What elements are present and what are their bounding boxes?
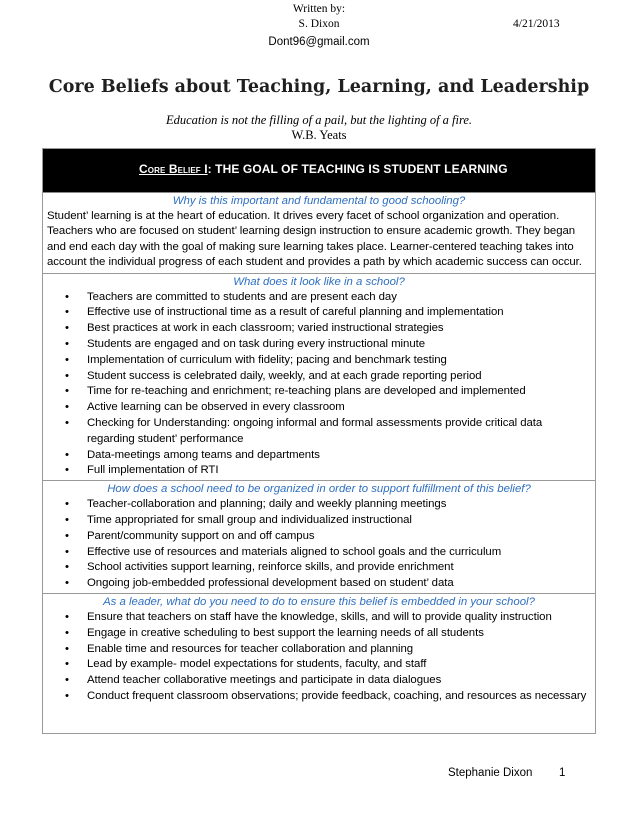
list-item-text: Effective use of resources and materials aligned to school goals and the curriculum <box>87 545 502 558</box>
bullet-icon: • <box>65 658 69 671</box>
paragraph-line: Teachers who are focused on student’ learning design instruction to ensure academic growth. They began <box>47 225 576 238</box>
list-item <box>45 369 593 385</box>
bullet-icon: • <box>65 385 69 398</box>
bullet-list <box>45 610 593 706</box>
list-item <box>45 545 593 561</box>
list-item-text: Time for re-teaching and enrichment; re-teaching plans are developed and implemented <box>87 385 526 398</box>
list-item <box>45 673 593 689</box>
bullet-icon: • <box>65 401 69 414</box>
list-item-text: Checking for Understanding: ongoing informal and formal assessments provide critical data <box>87 417 543 429</box>
list-item <box>45 321 593 337</box>
section-3 <box>43 481 595 594</box>
list-item-text: Engage in creative scheduling to best support the learning needs of all students <box>87 626 484 639</box>
bullet-icon: • <box>65 369 69 382</box>
list-item-text: Ongoing job-embedded professional development based on student’ data <box>87 577 454 590</box>
document-date: 4/21/2013 <box>513 18 560 30</box>
section-question: How does a school need to be organized in order to support fulfillment of this belief? <box>107 483 531 496</box>
bullet-icon: • <box>65 610 69 623</box>
bullet-icon: • <box>65 545 69 558</box>
list-item-text: Full implementation of RTI <box>87 464 219 477</box>
list-item-text: Active learning can be observed in every classroom <box>87 401 345 414</box>
belief-label: Core Belief I <box>139 162 208 176</box>
author-email: Dont96@gmail.com <box>268 36 370 48</box>
list-item <box>45 337 593 353</box>
list-item <box>45 305 593 321</box>
list-item <box>45 448 593 464</box>
list-item <box>45 610 593 626</box>
section-question: What does it look like in a school? <box>233 275 405 288</box>
list-item-text: Conduct frequent classroom observations; provide feedback, coaching, and resources as necessary <box>87 689 587 702</box>
list-item-text: Time appropriated for small group and individualized instructional <box>87 513 412 526</box>
list-item-text: Enable time and resources for teacher collaboration and planning <box>87 642 414 655</box>
list-item-text: Best practices at work in each classroom; varied instructional strategies <box>87 322 444 335</box>
list-item <box>45 576 593 592</box>
list-item-text: Lead by example- model expectations for students, faculty, and staff <box>87 658 427 671</box>
list-item-text: Attend teacher collaborative meetings and participate in data dialogues <box>87 674 442 687</box>
written-by-label: Written by: <box>292 3 346 15</box>
section-2 <box>43 274 595 482</box>
bullet-icon: • <box>65 306 69 319</box>
belief-table <box>42 148 596 734</box>
quote-attribution: W.B. Yeats <box>291 128 347 142</box>
page-title: Core Beliefs about Teaching, Learning, and Leadership <box>48 77 590 97</box>
list-item-text: Teachers are committed to students and are present each day <box>87 290 397 303</box>
section-paragraph <box>45 209 593 273</box>
bullet-icon: • <box>65 322 69 335</box>
list-item <box>45 560 593 576</box>
section-question: Why is this important and fundamental to good schooling? <box>172 195 466 207</box>
bullet-icon: • <box>65 513 69 526</box>
quote-text: Education is not the filling of a pail, but the lighting of a fire. <box>165 113 473 127</box>
section-4 <box>43 594 595 706</box>
list-item-text: Effective use of instructional time as a result of careful planning and implementation <box>87 306 504 319</box>
list-item <box>45 416 593 448</box>
paragraph-line: account the individual progress of each student and provides a path by which academic success can occur. <box>47 256 582 269</box>
list-item-text: School activities support learning, reinforce skills, and provide enrichment <box>87 561 454 574</box>
list-item <box>45 529 593 545</box>
bullet-icon: • <box>65 626 69 639</box>
list-item <box>45 689 593 705</box>
bullet-icon: • <box>65 448 69 461</box>
author-name: S. Dixon <box>298 18 340 30</box>
paragraph-line: Student’ learning is at the heart of education. It drives every facet of school organization and operation. <box>47 210 560 222</box>
bullet-icon: • <box>65 417 69 429</box>
list-item <box>45 657 593 673</box>
bullet-icon: • <box>65 689 69 702</box>
list-item <box>45 400 593 416</box>
bullet-icon: • <box>65 674 69 687</box>
bullet-icon: • <box>65 577 69 590</box>
bullet-icon: • <box>65 498 69 511</box>
belief-sections <box>43 193 595 706</box>
list-item-text: Implementation of curriculum with fidelity; pacing and benchmark testing <box>87 353 447 366</box>
bullet-icon: • <box>65 529 69 542</box>
list-item-text: regarding student’ performance <box>87 432 244 445</box>
bullet-icon: • <box>65 561 69 574</box>
bullet-icon: • <box>65 353 69 366</box>
belief-heading <box>139 162 508 176</box>
list-item-text: Students are engaged and on task during every instructional minute <box>87 338 426 351</box>
bullet-icon: • <box>65 642 69 655</box>
bullet-icon: • <box>65 338 69 351</box>
bullet-list <box>45 290 593 481</box>
page-number: 1 <box>559 767 566 779</box>
list-item-text: Student success is celebrated daily, weekly, and at each grade reporting period <box>87 369 482 382</box>
list-item-text: Ensure that teachers on staff have the knowledge, skills, and will to provide quality instruction <box>87 610 552 623</box>
belief-heading-band <box>43 149 595 193</box>
bullet-icon: • <box>65 290 69 303</box>
list-item <box>45 290 593 306</box>
list-item <box>45 626 593 642</box>
list-item <box>45 463 593 479</box>
bullet-list <box>45 497 593 593</box>
paragraph-line: and end each day with the goal of making sure learning takes place. Learner-centered teaching takes into <box>47 240 574 253</box>
list-item-text: Data-meetings among teams and departments <box>87 448 320 461</box>
bullet-icon: • <box>65 464 69 477</box>
list-item <box>45 384 593 400</box>
section-question: As a leader, what do you need to do to ensure this belief is embedded in your school? <box>103 595 535 608</box>
list-item <box>45 642 593 658</box>
footer-author: Stephanie Dixon <box>448 767 533 779</box>
list-item <box>45 513 593 529</box>
section-1 <box>43 193 595 274</box>
list-item-text: Teacher-collaboration and planning; daily and weekly planning meetings <box>87 498 447 511</box>
list-item <box>45 497 593 513</box>
list-item <box>45 353 593 369</box>
belief-statement: : THE GOAL OF TEACHING IS STUDENT LEARNING <box>207 162 508 176</box>
list-item-text: Parent/community support on and off campus <box>87 529 315 542</box>
